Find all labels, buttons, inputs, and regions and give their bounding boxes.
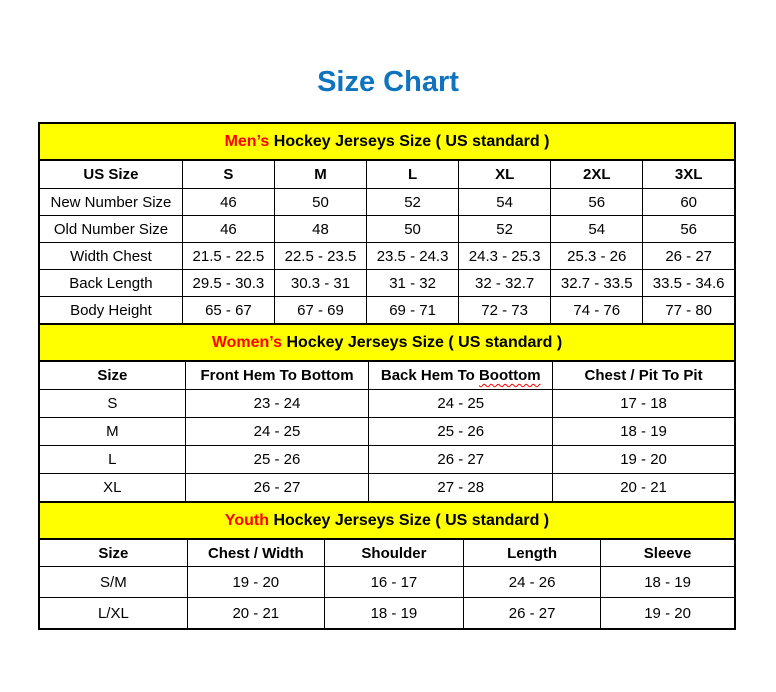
row-label: S bbox=[39, 390, 185, 418]
size-value-cell: 24.3 - 25.3 bbox=[459, 243, 551, 270]
size-value-cell: 54 bbox=[551, 216, 643, 243]
row-label: L/XL bbox=[39, 598, 187, 630]
size-value-cell: 24 - 25 bbox=[185, 418, 369, 446]
size-value-cell: 74 - 76 bbox=[551, 297, 643, 325]
mens-column-header-row bbox=[39, 160, 735, 189]
size-value-cell: 60 bbox=[643, 189, 735, 216]
size-value-cell: 52 bbox=[459, 216, 551, 243]
size-value-cell: 29.5 - 30.3 bbox=[182, 270, 274, 297]
size-value-cell: 20 - 21 bbox=[187, 598, 324, 630]
size-value-cell: 23 - 24 bbox=[185, 390, 369, 418]
size-value-cell: 56 bbox=[643, 216, 735, 243]
row-label: Width Chest bbox=[39, 243, 182, 270]
size-value-cell: 67 - 69 bbox=[274, 297, 366, 325]
table-row-old-number-size bbox=[39, 216, 735, 243]
size-value-cell: 26 - 27 bbox=[185, 474, 369, 503]
mens-section-title-prefix: Men’s bbox=[224, 132, 270, 150]
column-header-2xl: 2XL bbox=[551, 160, 643, 189]
row-label: M bbox=[39, 418, 185, 446]
column-header-s: S bbox=[182, 160, 274, 189]
size-value-cell: 46 bbox=[182, 216, 274, 243]
column-header-sleeve: Sleeve bbox=[601, 539, 735, 567]
column-header-front-hem: Front Hem To Bottom bbox=[185, 361, 369, 390]
size-value-cell: 32 - 32.7 bbox=[459, 270, 551, 297]
table-row-width-chest bbox=[39, 243, 735, 270]
size-value-cell: 22.5 - 23.5 bbox=[274, 243, 366, 270]
size-value-cell: 69 - 71 bbox=[367, 297, 459, 325]
size-value-cell: 31 - 32 bbox=[367, 270, 459, 297]
column-header-shoulder: Shoulder bbox=[324, 539, 463, 567]
size-value-cell: 33.5 - 34.6 bbox=[643, 270, 735, 297]
womens-size-table bbox=[38, 323, 736, 503]
size-value-cell: 16 - 17 bbox=[324, 567, 463, 598]
size-value-cell: 30.3 - 31 bbox=[274, 270, 366, 297]
youth-section-header bbox=[39, 502, 735, 539]
row-label: XL bbox=[39, 474, 185, 503]
size-value-cell: 18 - 19 bbox=[324, 598, 463, 630]
size-value-cell: 54 bbox=[459, 189, 551, 216]
column-header-chest-pit: Chest / Pit To Pit bbox=[553, 361, 735, 390]
row-label: New Number Size bbox=[39, 189, 182, 216]
youth-column-header-row bbox=[39, 539, 735, 567]
table-row-youth-sm bbox=[39, 567, 735, 598]
size-value-cell: 46 bbox=[182, 189, 274, 216]
size-value-cell: 48 bbox=[274, 216, 366, 243]
size-value-cell: 26 - 27 bbox=[369, 446, 553, 474]
size-value-cell: 72 - 73 bbox=[459, 297, 551, 325]
size-value-cell: 17 - 18 bbox=[553, 390, 735, 418]
size-value-cell: 77 - 80 bbox=[643, 297, 735, 325]
size-value-cell: 50 bbox=[367, 216, 459, 243]
womens-section-title-rest: Hockey Jerseys Size ( US standard ) bbox=[282, 333, 563, 351]
youth-section-title-prefix: Youth bbox=[224, 511, 269, 529]
size-value-cell: 26 - 27 bbox=[464, 598, 601, 630]
size-value-cell: 21.5 - 22.5 bbox=[182, 243, 274, 270]
size-value-cell: 56 bbox=[551, 189, 643, 216]
womens-section-title-prefix: Women’s bbox=[211, 333, 283, 351]
womens-section-title bbox=[39, 324, 735, 361]
youth-size-table bbox=[38, 501, 736, 630]
column-header-size: Size bbox=[39, 539, 187, 567]
table-row-womens-xl bbox=[39, 474, 735, 503]
size-value-cell: 18 - 19 bbox=[553, 418, 735, 446]
column-header-length: Length bbox=[464, 539, 601, 567]
table-row-new-number-size bbox=[39, 189, 735, 216]
mens-section-title bbox=[39, 123, 735, 160]
table-row-body-height bbox=[39, 297, 735, 325]
column-header-xl: XL bbox=[459, 160, 551, 189]
table-row-womens-l bbox=[39, 446, 735, 474]
size-value-cell: 20 - 21 bbox=[553, 474, 735, 503]
column-header-3xl: 3XL bbox=[643, 160, 735, 189]
size-value-cell: 19 - 20 bbox=[187, 567, 324, 598]
row-label: Old Number Size bbox=[39, 216, 182, 243]
size-value-cell: 24 - 26 bbox=[464, 567, 601, 598]
size-value-cell: 25 - 26 bbox=[185, 446, 369, 474]
row-label: S/M bbox=[39, 567, 187, 598]
size-chart-page bbox=[0, 64, 776, 692]
mens-section-title-rest: Hockey Jerseys Size ( US standard ) bbox=[269, 132, 550, 150]
mens-section-header bbox=[39, 123, 735, 160]
size-value-cell: 19 - 20 bbox=[601, 598, 735, 630]
column-header-l: L bbox=[367, 160, 459, 189]
column-header-us-size: US Size bbox=[39, 160, 182, 189]
table-row-womens-m bbox=[39, 418, 735, 446]
mens-size-table bbox=[38, 122, 736, 325]
size-value-cell: 19 - 20 bbox=[553, 446, 735, 474]
page-title: Size Chart bbox=[317, 66, 459, 98]
column-header-m: M bbox=[274, 160, 366, 189]
size-value-cell: 23.5 - 24.3 bbox=[367, 243, 459, 270]
size-value-cell: 65 - 67 bbox=[182, 297, 274, 325]
row-label: Body Height bbox=[39, 297, 182, 325]
womens-section-header bbox=[39, 324, 735, 361]
column-header-size: Size bbox=[39, 361, 185, 390]
size-value-cell: 26 - 27 bbox=[643, 243, 735, 270]
size-value-cell: 50 bbox=[274, 189, 366, 216]
size-value-cell: 25 - 26 bbox=[369, 418, 553, 446]
youth-section-title bbox=[39, 502, 735, 539]
youth-section-title-rest: Hockey Jerseys Size ( US standard ) bbox=[269, 511, 550, 529]
size-value-cell: 25.3 - 26 bbox=[551, 243, 643, 270]
column-header-chest-width: Chest / Width bbox=[187, 539, 324, 567]
womens-column-header-row bbox=[39, 361, 735, 390]
table-row-back-length bbox=[39, 270, 735, 297]
row-label: Back Length bbox=[39, 270, 182, 297]
size-value-cell: 27 - 28 bbox=[369, 474, 553, 503]
size-value-cell: 24 - 25 bbox=[369, 390, 553, 418]
misspelled-word: Boottom bbox=[478, 367, 541, 384]
back-hem-label-prefix: Back Hem To bbox=[380, 367, 479, 384]
row-label: L bbox=[39, 446, 185, 474]
size-value-cell: 52 bbox=[367, 189, 459, 216]
table-row-womens-s bbox=[39, 390, 735, 418]
column-header-back-hem bbox=[369, 361, 553, 390]
size-value-cell: 18 - 19 bbox=[601, 567, 735, 598]
table-row-youth-lxl bbox=[39, 598, 735, 630]
size-value-cell: 32.7 - 33.5 bbox=[551, 270, 643, 297]
